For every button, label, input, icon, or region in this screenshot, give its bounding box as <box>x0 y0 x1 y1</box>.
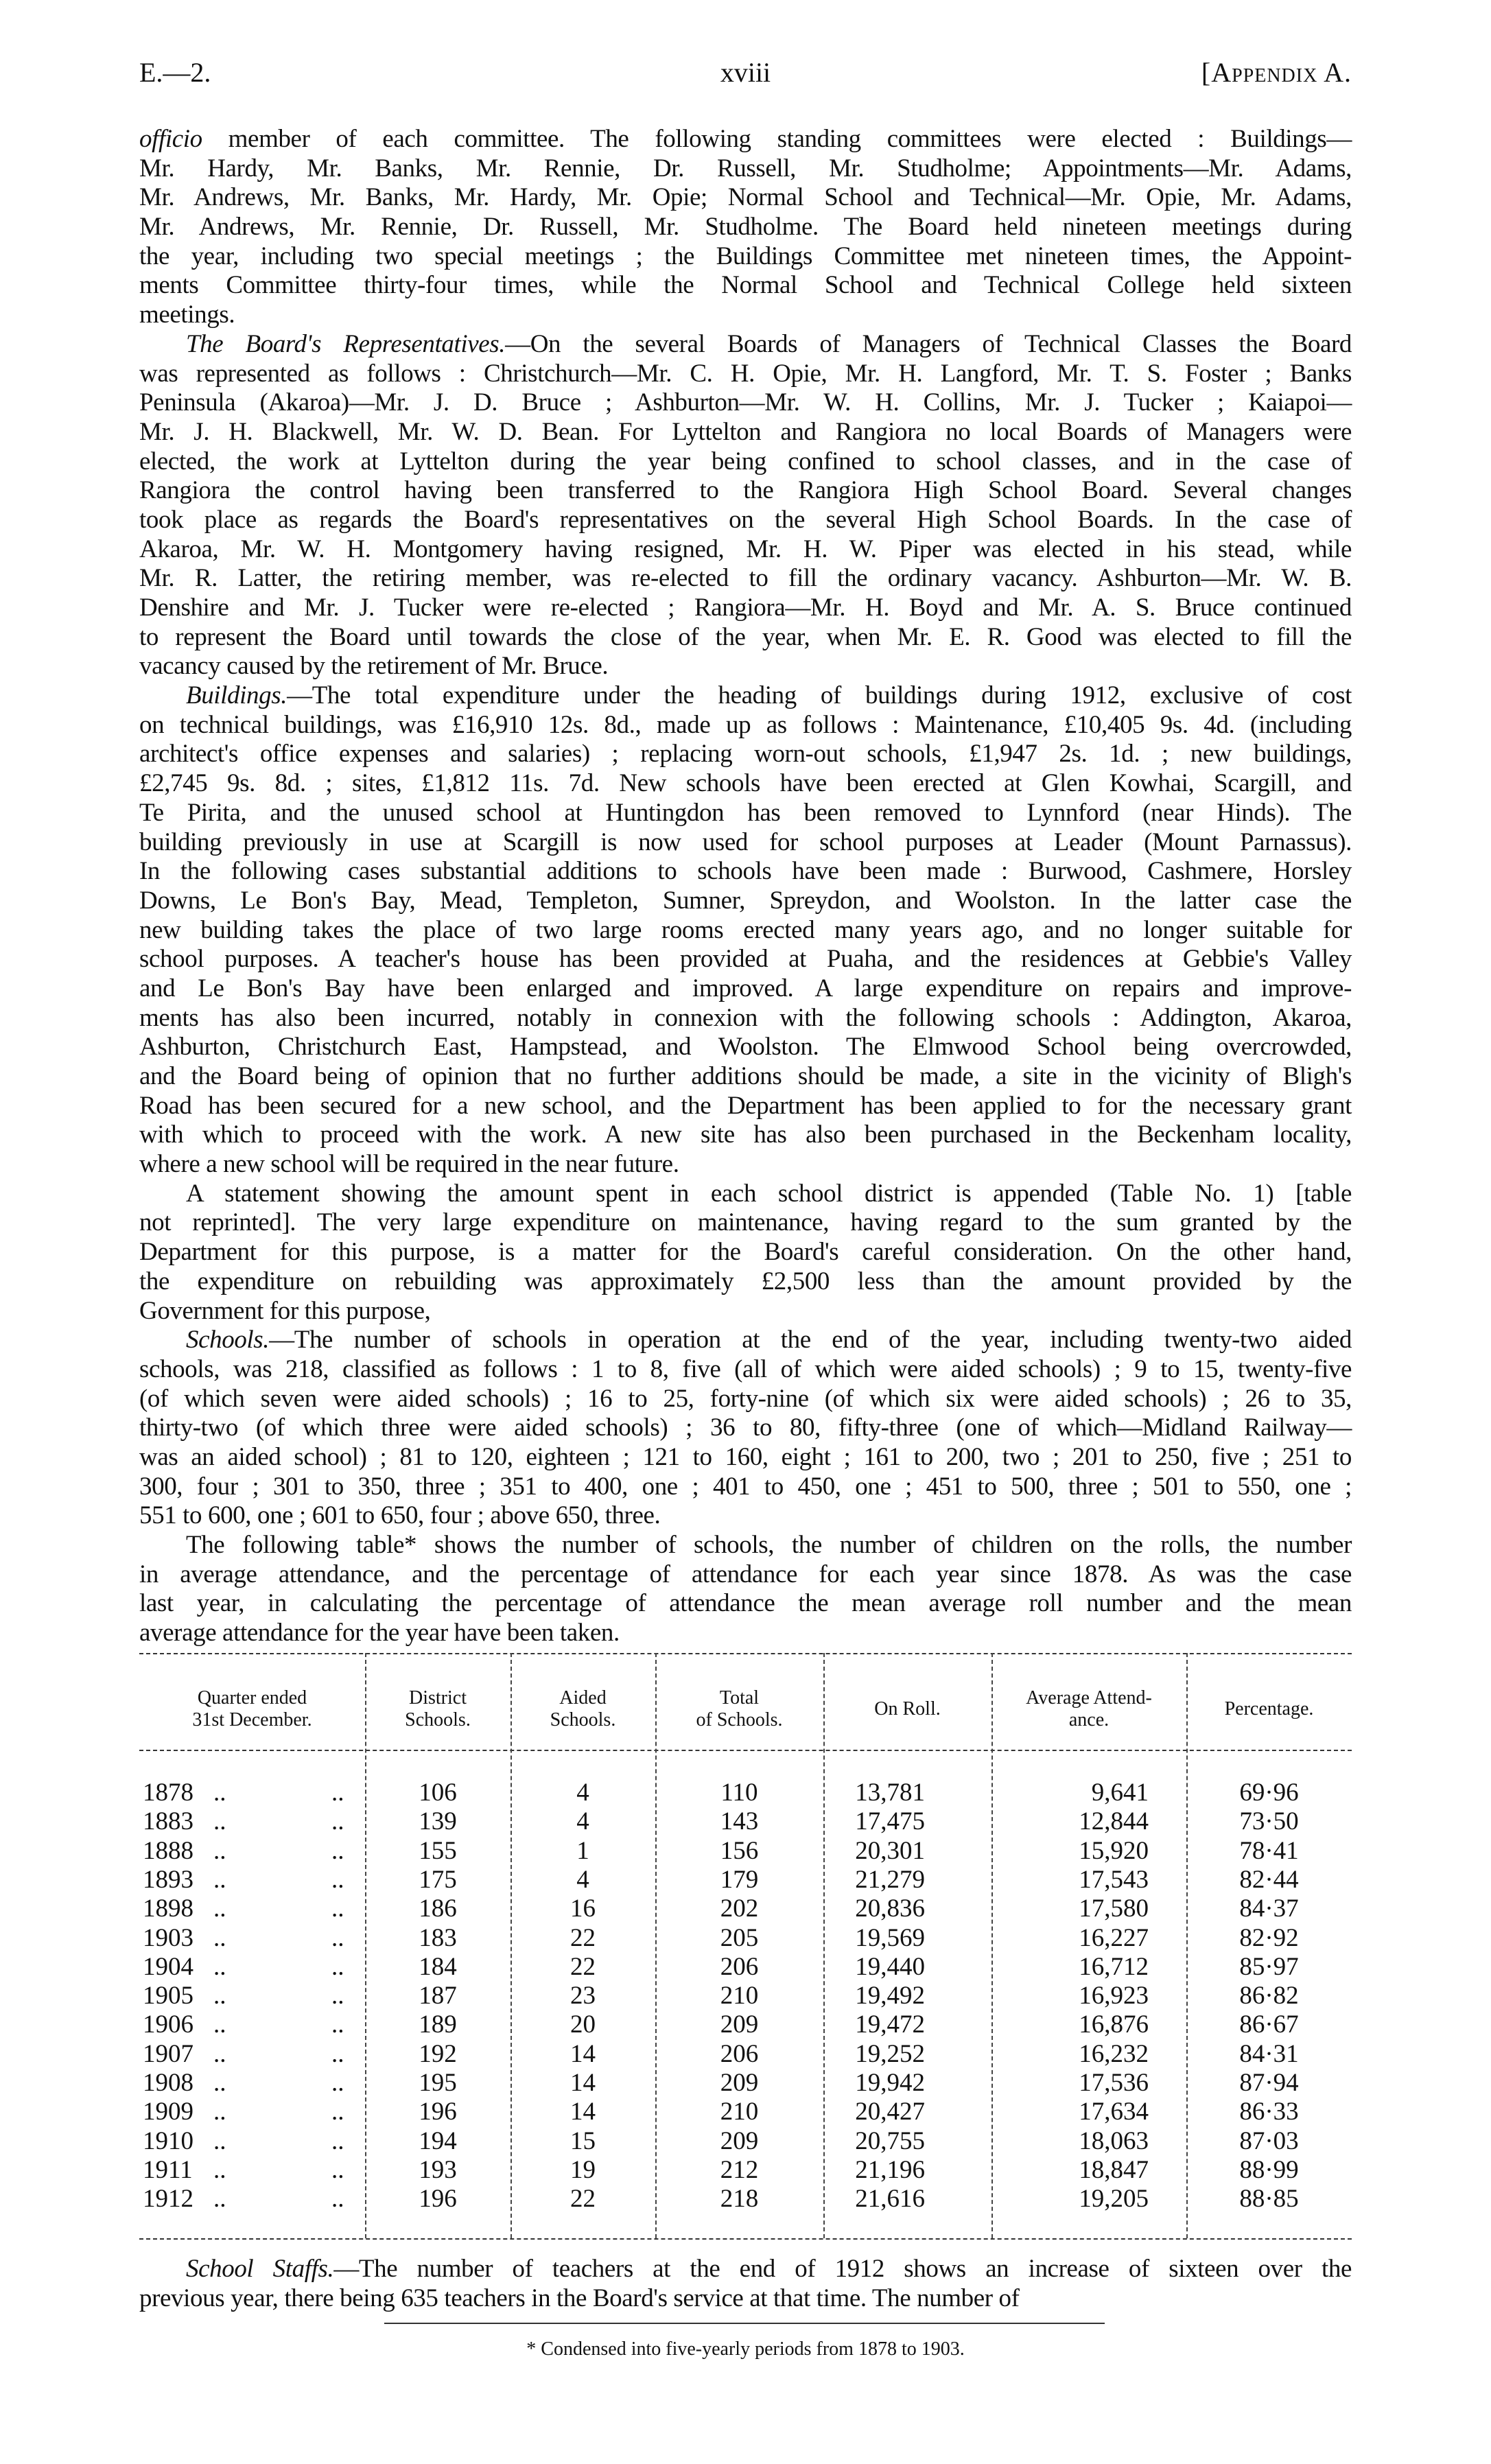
header-line: Aided <box>559 1687 607 1709</box>
line-text: Peninsula (Akaroa)—Mr. J. D. Bruce ; Ashburton—Mr. W. H. Collins, Mr. J. Tucker ; Kaiapoi— <box>139 388 1352 417</box>
table-cell: 19,569 <box>855 1923 925 1952</box>
text-line <box>139 418 1352 447</box>
line-text: the year, including two special meetings ; the Buildings Committee met nineteen times, the Appoint- <box>139 242 1352 270</box>
line-text: Mr. Andrews, Mr. Banks, Mr. Hardy, Mr. Opie; Normal School and Technical—Mr. Opie, Mr. Adams, <box>139 183 1352 212</box>
text-line <box>139 681 1352 711</box>
table-cell: 16 <box>570 1894 596 1923</box>
table-row <box>139 1894 1352 1923</box>
text-line <box>139 1120 1352 1150</box>
text-line <box>139 711 1352 740</box>
table-cell: 106 <box>419 1779 457 1807</box>
table-cell: 1903 <box>143 1923 193 1952</box>
text-line <box>139 974 1352 1004</box>
line-text: Department for this purpose, is a matter for the Board's careful consideration. On the other hand, <box>139 1238 1352 1267</box>
table-cell: 4 <box>576 1807 589 1836</box>
table-cell: 16,232 <box>1079 2039 1149 2068</box>
table-rule <box>139 1750 1352 1751</box>
line-text: new building takes the place of two large rooms erected many years ago, and no longer suitable for <box>139 915 1352 944</box>
table-cell: 1907 <box>143 2039 193 2068</box>
line-text: vacancy caused by the retirement of Mr. Bruce. <box>139 652 609 681</box>
table-cell: 193 <box>419 2155 457 2184</box>
header-line: Quarter ended <box>197 1687 307 1709</box>
line-text: and the Board being of opinion that no further additions should be made, a site in the vicinity of Bligh's <box>139 1062 1352 1090</box>
line-text: and Le Bon's Bay have been enlarged and improved. A large expenditure on repairs and improve- <box>139 974 1352 1002</box>
line-text: Te Pirita, and the unused school at Huntingdon has been removed to Lynnford (near Hinds). The <box>139 798 1352 827</box>
text-line <box>139 1619 1352 1648</box>
table-cell: 1 <box>576 1836 589 1865</box>
footnote: * Condensed into five-yearly periods from 1878 to 1903. <box>526 2338 965 2360</box>
header-line: ance. <box>1068 1709 1110 1730</box>
text-line <box>139 1238 1352 1267</box>
table-cell: 22 <box>570 2185 596 2214</box>
schools-attendance-table <box>139 1653 1352 2238</box>
table-cell: 20,427 <box>855 2098 925 2126</box>
table-row <box>139 1807 1352 1836</box>
leader-dots: .. <box>213 1982 226 2010</box>
leader-dots: .. <box>213 1865 226 1894</box>
paragraph <box>139 1326 1352 1531</box>
leader-dots: .. <box>213 2010 226 2039</box>
page-number: xviii <box>720 57 771 88</box>
table-cell: 195 <box>419 2069 457 2097</box>
header-line: Percentage. <box>1224 1698 1314 1720</box>
line-text: took place as regards the Board's representatives on the several High School Boards. In the case of <box>139 505 1352 534</box>
text-line <box>139 1180 1352 1209</box>
paragraph-lead: Schools. <box>186 1326 270 1354</box>
table-row <box>139 1924 1352 1953</box>
leader-dots: .. <box>331 2126 344 2155</box>
line-text: was an aided school) ; 81 to 120, eighteen ; 121 to 160, eight ; 161 to 200, two ; 201 to 250, five ; 251 to <box>139 1442 1352 1471</box>
text-line <box>139 242 1352 272</box>
text-line <box>139 213 1352 242</box>
header-line: 31st December. <box>192 1709 312 1730</box>
line-text: Ashburton, Christchurch East, Hampstead, and Woolston. The Elmwood School being overcrowded, <box>139 1033 1352 1061</box>
table-cell: 155 <box>419 1836 457 1865</box>
table-cell: 1912 <box>143 2185 193 2214</box>
text-line <box>139 769 1352 799</box>
paragraph <box>139 1531 1352 1648</box>
text-line <box>139 388 1352 418</box>
table-cell: 209 <box>720 2069 759 2097</box>
table-cell: 209 <box>720 2126 759 2155</box>
text-line <box>139 271 1352 301</box>
table-cell: 14 <box>570 2039 596 2068</box>
table-cell: 175 <box>419 1865 457 1894</box>
text-line <box>139 1208 1352 1238</box>
text-line <box>139 652 1352 681</box>
table-cell: 192 <box>419 2039 457 2068</box>
table-cell: 210 <box>720 1982 759 2010</box>
leader-dots: .. <box>213 2126 226 2155</box>
table-cell: 1910 <box>143 2126 193 2155</box>
header-line: District <box>409 1687 467 1709</box>
document-code: E.—2. <box>139 57 211 88</box>
school-staffs-paragraph <box>139 2255 1352 2313</box>
table-cell: 4 <box>576 1865 589 1894</box>
paragraph <box>139 330 1352 681</box>
line-text: Mr. Hardy, Mr. Banks, Mr. Rennie, Dr. Russell, Mr. Studholme; Appointments—Mr. Adams, <box>139 154 1352 183</box>
text-line <box>139 1501 1352 1531</box>
text-line <box>139 1355 1352 1385</box>
table-row <box>139 1779 1352 1807</box>
line-text: last year, in calculating the percentage of attendance the mean average roll number and the mean <box>139 1589 1352 1618</box>
table-cell: 189 <box>419 2010 457 2039</box>
line-text: A statement showing the amount spent in each school district is appended (Table No. 1) [table <box>186 1179 1352 1208</box>
text-line <box>139 1443 1352 1472</box>
line-text: not reprinted]. The very large expenditure on maintenance, having regard to the sum granted by the <box>139 1208 1352 1237</box>
table-cell: 86·33 <box>1239 2098 1299 2126</box>
leader-dots: .. <box>213 2098 226 2126</box>
line-text: the expenditure on rebuilding was approximately £2,500 less than the amount provided by the <box>139 1267 1352 1295</box>
line-text: Road has been secured for a new school, and the Department has been applied to for the necessary grant <box>139 1091 1352 1120</box>
table-cell: 19,252 <box>855 2039 925 2068</box>
table-cell: 184 <box>419 1952 457 1981</box>
table-cell: 73·50 <box>1239 1807 1299 1836</box>
line-text: Mr. J. H. Blackwell, Mr. W. D. Bean. For Lyttelton and Rangiora no local Boards of Managers were <box>139 417 1352 446</box>
leader-dots: .. <box>213 1952 226 1981</box>
text-line <box>139 2284 1352 2314</box>
line-text: Akaroa, Mr. W. H. Montgomery having resigned, Mr. H. W. Piper was elected in his stead, while <box>139 535 1352 563</box>
line-text: school purposes. A teacher's house has been provided at Puaha, and the residences at Gebbie's Valley <box>139 945 1352 974</box>
text-line <box>139 125 1352 154</box>
line-text: where a new school will be required in the near future. <box>139 1150 679 1179</box>
text-line <box>139 1092 1352 1121</box>
table-cell: 20,755 <box>855 2126 925 2155</box>
text-line <box>139 183 1352 213</box>
table-cell: 19,472 <box>855 2010 925 2039</box>
table-cell: 187 <box>419 1982 457 2010</box>
text-line <box>139 1297 1352 1326</box>
table-cell: 206 <box>720 2039 759 2068</box>
line-text: Government for this purpose, <box>139 1296 431 1325</box>
table-cell: 87·94 <box>1239 2069 1299 2097</box>
leader-dots: .. <box>213 2039 226 2068</box>
column-header <box>655 1687 823 1731</box>
paragraph <box>139 125 1352 330</box>
line-text: —The number of schools in operation at the end of the year, including twenty-two aided <box>269 1326 1352 1354</box>
header-line: Schools. <box>550 1709 616 1730</box>
text-line <box>139 828 1352 858</box>
paragraph-lead: The Board's Representatives. <box>186 329 506 358</box>
table-cell: 210 <box>720 2098 759 2126</box>
leader-dots: .. <box>331 2069 344 2097</box>
table-row <box>139 2098 1352 2126</box>
line-text: schools, was 218, classified as follows : 1 to 8, five (all of which were aided schools) ; 9 to 15, twenty-five <box>139 1354 1352 1383</box>
line-text: building previously in use at Scargill is now used for school purposes at Leader (Mount Parnassus). <box>139 828 1352 856</box>
line-text: average attendance for the year have been taken. <box>139 1619 620 1647</box>
leader-dots: .. <box>331 2010 344 2039</box>
text-line <box>139 1560 1352 1590</box>
table-cell: 84·31 <box>1239 2039 1299 2068</box>
text-line <box>139 447 1352 477</box>
table-cell: 1893 <box>143 1865 193 1894</box>
line-text: Downs, Le Bon's Bay, Mead, Templeton, Sumner, Spreydon, and Woolston. In the latter case the <box>139 886 1352 915</box>
table-cell: 69·96 <box>1239 1779 1299 1807</box>
table-cell: 1909 <box>143 2098 193 2126</box>
leader-dots: .. <box>213 2185 226 2214</box>
column-header <box>365 1687 510 1731</box>
leader-dots: .. <box>331 1923 344 1952</box>
text-line <box>139 301 1352 330</box>
leader-dots: .. <box>331 2039 344 2068</box>
leader-dots: .. <box>213 1923 226 1952</box>
line-text: Mr. Andrews, Mr. Rennie, Dr. Russell, Mr. Studholme. The Board held nineteen meetings during <box>139 213 1352 242</box>
column-header <box>510 1687 655 1731</box>
column-header <box>1186 1698 1352 1720</box>
column-header <box>823 1698 991 1720</box>
appendix-label: [Appendix A. <box>1201 57 1352 88</box>
text-line <box>139 564 1352 594</box>
table-cell: 21,616 <box>855 2185 925 2214</box>
table-row <box>139 1982 1352 2010</box>
leader-dots: .. <box>331 1807 344 1836</box>
table-cell: 196 <box>419 2185 457 2214</box>
leader-dots: .. <box>213 1779 226 1807</box>
text-line <box>139 1385 1352 1414</box>
text-line <box>139 740 1352 769</box>
line-text: ments Committee thirty-four times, while the Normal School and Technical College held sixteen <box>139 271 1352 300</box>
text-line <box>139 535 1352 565</box>
table-cell: 88·85 <box>1239 2185 1299 2214</box>
table-cell: 194 <box>419 2126 457 2155</box>
table-row <box>139 2185 1352 2214</box>
line-text: Rangiora the control having been transferred to the Rangiora High School Board. Several changes <box>139 476 1352 505</box>
table-cell: 18,847 <box>1079 2155 1149 2184</box>
leader-dots: .. <box>331 1894 344 1923</box>
line-text: ments has also been incurred, notably in connexion with the following schools : Addington, Akaroa, <box>139 1003 1352 1032</box>
text-line <box>139 799 1352 828</box>
table-rule <box>139 2238 1352 2240</box>
leader-dots: .. <box>331 2185 344 2214</box>
table-row <box>139 2156 1352 2185</box>
table-cell: 1906 <box>143 2010 193 2039</box>
text-line <box>139 506 1352 535</box>
table-cell: 156 <box>720 1836 759 1865</box>
line-text: £2,745 9s. 8d. ; sites, £1,812 11s. 7d. New schools have been erected at Glen Kowhai, Scargill, and <box>139 769 1352 798</box>
table-cell: 23 <box>570 1982 596 2010</box>
line-text: with which to proceed with the work. A new site has also been purchased in the Beckenham locality, <box>139 1120 1352 1149</box>
text-line <box>139 1531 1352 1560</box>
table-cell: 15 <box>570 2126 596 2155</box>
table-cell: 20,301 <box>855 1836 925 1865</box>
table-cell: 18,063 <box>1079 2126 1149 2155</box>
line-text: to represent the Board until towards the close of the year, when Mr. E. R. Good was elected to fill the <box>139 622 1352 651</box>
table-row <box>139 2069 1352 2098</box>
leader-dots: .. <box>213 1807 226 1836</box>
text-line <box>139 1033 1352 1062</box>
text-line <box>139 476 1352 506</box>
table-cell: 82·44 <box>1239 1865 1299 1894</box>
leader-dots: .. <box>331 1982 344 2010</box>
header-line: On Roll. <box>874 1698 941 1720</box>
body-text <box>139 125 1352 1648</box>
table-cell: 206 <box>720 1952 759 1981</box>
leader-dots: .. <box>331 1952 344 1981</box>
header-line: Average Attend- <box>1026 1687 1152 1709</box>
table-row <box>139 2127 1352 2156</box>
paragraph-lead: officio <box>139 125 202 153</box>
table-cell: 86·82 <box>1239 1982 1299 2010</box>
table-cell: 110 <box>720 1779 758 1807</box>
table-cell: 4 <box>576 1779 589 1807</box>
table-cell: 85·97 <box>1239 1952 1299 1981</box>
table-cell: 183 <box>419 1923 457 1952</box>
table-cell: 19,492 <box>855 1982 925 2010</box>
table-cell: 1908 <box>143 2069 193 2097</box>
table-cell: 19,205 <box>1079 2185 1149 2214</box>
text-line <box>139 1267 1352 1297</box>
table-cell: 196 <box>419 2098 457 2126</box>
table-cell: 19 <box>570 2155 596 2184</box>
text-line <box>139 330 1352 360</box>
table-cell: 17,634 <box>1079 2098 1149 2126</box>
table-row <box>139 2040 1352 2069</box>
table-cell: 179 <box>720 1865 759 1894</box>
line-text: member of each committee. The following standing committees were elected : Buildings— <box>202 125 1352 153</box>
text-line <box>139 1472 1352 1502</box>
table-cell: 9,641 <box>1091 1779 1149 1807</box>
table-cell: 14 <box>570 2069 596 2097</box>
table-cell: 78·41 <box>1239 1836 1299 1865</box>
table-row <box>139 1953 1352 1982</box>
column-header <box>991 1687 1186 1731</box>
line-text: In the following cases substantial additions to schools have been made : Burwood, Cashmere, Horsley <box>139 857 1352 886</box>
line-text: The following table* shows the number of schools, the number of children on the rolls, the number <box>186 1531 1352 1559</box>
leader-dots: .. <box>331 1865 344 1894</box>
table-cell: 1888 <box>143 1836 193 1865</box>
text-line <box>139 2255 1352 2284</box>
line-text: thirty-two (of which three were aided schools) ; 36 to 80, fifty-three (one of which—Midland Railway— <box>139 1413 1352 1442</box>
table-cell: 186 <box>419 1894 457 1923</box>
table-cell: 209 <box>720 2010 759 2039</box>
table-cell: 20,836 <box>855 1894 925 1923</box>
line-text: in average attendance, and the percentage of attendance for each year since 1878. As was the case <box>139 1560 1352 1588</box>
table-cell: 212 <box>720 2155 759 2184</box>
line-text: Denshire and Mr. J. Tucker were re-elected ; Rangiora—Mr. H. Boyd and Mr. A. S. Bruce continued <box>139 594 1352 622</box>
leader-dots: .. <box>331 2155 344 2184</box>
paragraph-lead: Buildings. <box>186 681 287 710</box>
line-text: 300, four ; 301 to 350, three ; 351 to 400, one ; 401 to 450, one ; 451 to 500, three ; 501 to 550, one ; <box>139 1472 1352 1501</box>
table-cell: 17,580 <box>1079 1894 1149 1923</box>
line-text: was represented as follows : Christchurch—Mr. C. H. Opie, Mr. H. Langford, Mr. T. S. Foster ; Banks <box>139 359 1352 388</box>
line-text: elected, the work at Lyttelton during the year being confined to school classes, and in the case of <box>139 447 1352 476</box>
text-line <box>139 1062 1352 1092</box>
footnote-divider <box>384 2323 1105 2324</box>
line-text: Mr. R. Latter, the retiring member, was re-elected to fill the ordinary vacancy. Ashburton—Mr. W. B. <box>139 564 1352 593</box>
table-cell: 16,876 <box>1079 2010 1149 2039</box>
table-cell: 88·99 <box>1239 2155 1299 2184</box>
table-cell: 1878 <box>143 1779 193 1807</box>
line-text: meetings. <box>139 301 235 329</box>
leader-dots: .. <box>213 2155 226 2184</box>
table-cell: 22 <box>570 1952 596 1981</box>
table-cell: 15,920 <box>1079 1836 1149 1865</box>
leader-dots: .. <box>331 1779 344 1807</box>
header-line: Schools. <box>405 1709 471 1730</box>
table-cell: 218 <box>720 2185 759 2214</box>
text-line <box>139 857 1352 887</box>
line-text: architect's office expenses and salaries) ; replacing worn-out schools, £1,947 2s. 1d. ; new buildings, <box>139 740 1352 768</box>
text-line <box>139 945 1352 974</box>
leader-dots: .. <box>331 2098 344 2126</box>
table-cell: 19,440 <box>855 1952 925 1981</box>
table-cell: 202 <box>720 1894 759 1923</box>
table-cell: 17,543 <box>1079 1865 1149 1894</box>
table-cell: 16,227 <box>1079 1923 1149 1952</box>
table-cell: 84·37 <box>1239 1894 1299 1923</box>
table-cell: 205 <box>720 1923 759 1952</box>
table-cell: 12,844 <box>1079 1807 1149 1836</box>
table-cell: 13,781 <box>855 1779 925 1807</box>
leader-dots: .. <box>213 1894 226 1923</box>
table-cell: 1904 <box>143 1952 193 1981</box>
header-line: Total <box>719 1687 760 1709</box>
table-row <box>139 1837 1352 1866</box>
text-line <box>139 594 1352 623</box>
paragraph <box>139 681 1352 1180</box>
leader-dots: .. <box>213 2069 226 2097</box>
table-row <box>139 1866 1352 1894</box>
line-text: —The total expenditure under the heading of buildings during 1912, exclusive of cost <box>287 681 1352 710</box>
table-cell: 143 <box>720 1807 759 1836</box>
text-line <box>139 1413 1352 1443</box>
table-row <box>139 2010 1352 2039</box>
table-cell: 1911 <box>143 2155 193 2184</box>
table-cell: 17,475 <box>855 1807 925 1836</box>
table-cell: 20 <box>570 2010 596 2039</box>
table-rule <box>139 1653 1352 1654</box>
table-cell: 14 <box>570 2098 596 2126</box>
line-text: —The number of teachers at the end of 1912 shows an increase of sixteen over the <box>333 2255 1352 2283</box>
text-line <box>139 1589 1352 1619</box>
table-cell: 82·92 <box>1239 1923 1299 1952</box>
table-cell: 1883 <box>143 1807 193 1836</box>
text-line <box>139 154 1352 184</box>
paragraph-lead: School Staffs. <box>186 2255 334 2283</box>
table-cell: 1898 <box>143 1894 193 1923</box>
table-cell: 16,712 <box>1079 1952 1149 1981</box>
line-text: —On the several Boards of Managers of Technical Classes the Board <box>505 329 1352 358</box>
table-cell: 17,536 <box>1079 2069 1149 2097</box>
header-line: of Schools. <box>696 1709 783 1730</box>
text-line <box>139 887 1352 916</box>
text-line <box>139 1004 1352 1033</box>
table-cell: 21,279 <box>855 1865 925 1894</box>
column-header <box>139 1687 365 1731</box>
text-line <box>139 1150 1352 1180</box>
table-cell: 16,923 <box>1079 1982 1149 2010</box>
line-text: (of which seven were aided schools) ; 16 to 25, forty-nine (of which six were aided schools) ; 26 to 35, <box>139 1384 1352 1413</box>
table-cell: 22 <box>570 1923 596 1952</box>
table-cell: 139 <box>419 1807 457 1836</box>
table-cell: 21,196 <box>855 2155 925 2184</box>
text-line <box>139 360 1352 389</box>
line-text: on technical buildings, was £16,910 12s. 8d., made up as follows : Maintenance, £10,405 9s. 4d. (including <box>139 710 1352 739</box>
line-text: previous year, there being 635 teachers in the Board's service at that time. The number of <box>139 2284 1020 2312</box>
line-text: 551 to 600, one ; 601 to 650, four ; above 650, three. <box>139 1501 661 1530</box>
paragraph <box>139 1180 1352 1326</box>
table-cell: 86·67 <box>1239 2010 1299 2039</box>
leader-dots: .. <box>331 1836 344 1865</box>
table-cell: 87·03 <box>1239 2126 1299 2155</box>
text-line <box>139 1326 1352 1355</box>
leader-dots: .. <box>213 1836 226 1865</box>
table-cell: 1905 <box>143 1982 193 2010</box>
text-line <box>139 623 1352 653</box>
table-cell: 19,942 <box>855 2069 925 2097</box>
text-line <box>139 916 1352 946</box>
